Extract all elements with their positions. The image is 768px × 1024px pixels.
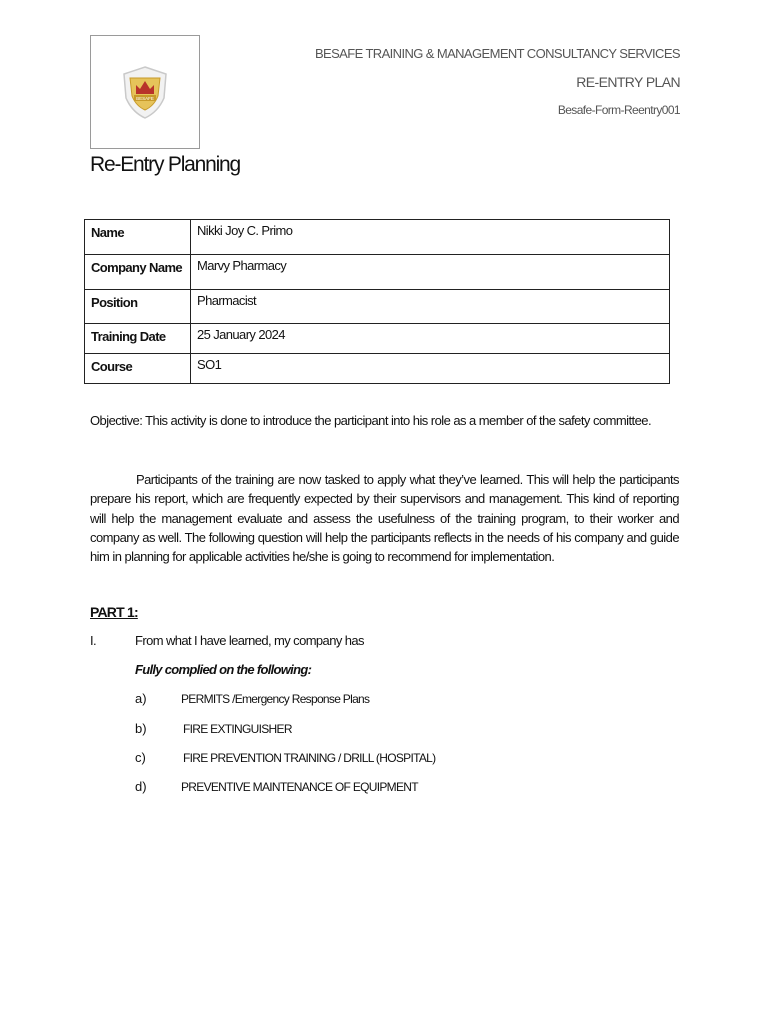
table-row: [85, 255, 670, 290]
course-value: SO1: [191, 354, 670, 384]
position-value: Pharmacist: [191, 290, 670, 324]
participant-info-table: [84, 219, 670, 384]
svg-text:BESAFE: BESAFE: [136, 96, 154, 101]
course-label: Course: [85, 354, 191, 384]
training-date-label: Training Date: [85, 324, 191, 354]
objective-text: Objective: This activity is done to introduce the participant into his role as a member of the safety committee.: [90, 413, 652, 428]
company-name-value: Marvy Pharmacy: [191, 255, 670, 290]
table-row: [85, 290, 670, 324]
logo-frame: [90, 35, 200, 149]
list-item: FIRE EXTINGUISHER: [183, 722, 292, 736]
name-label: Name: [85, 220, 191, 255]
table-row: [85, 354, 670, 384]
section-number: I.: [90, 633, 97, 648]
list-item-letter: a): [135, 691, 147, 706]
form-code: Besafe-Form-Reentry001: [557, 103, 680, 117]
part-heading: PART 1:: [90, 604, 138, 620]
list-item: FIRE PREVENTION TRAINING / DRILL (HOSPITAL): [183, 751, 436, 765]
list-item-letter: c): [135, 750, 146, 765]
document-title-header: RE-ENTRY PLAN: [576, 74, 680, 90]
besafe-shield-logo-icon: [118, 64, 172, 120]
list-item: PREVENTIVE MAINTENANCE OF EQUIPMENT: [181, 780, 418, 794]
list-item-letter: b): [135, 721, 147, 736]
instructions-paragraph: Participants of the training are now tasked to apply what they’ve learned. This will help the participants prepare his report, which are frequently expected by their supervisors and management. This kind of reporting will help the management evaluate and assess the usefulness of the training program, to their worker and company as well. The following question will help the participants reflects in the needs of his company and guide him in planning for applicable activities he/she is going to recommend for implementation.: [90, 472, 679, 565]
page-title: Re-Entry Planning: [90, 153, 241, 176]
name-value: Nikki Joy C. Primo: [191, 220, 670, 255]
position-label: Position: [85, 290, 191, 324]
table-row: [85, 324, 670, 354]
company-name-header: BESAFE TRAINING & MANAGEMENT CONSULTANCY SERVICES: [314, 46, 680, 61]
table-row: [85, 220, 670, 255]
section-intro: From what I have learned, my company has: [135, 633, 364, 648]
compliance-subheading: Fully complied on the following:: [135, 662, 312, 677]
list-item-letter: d): [135, 779, 147, 794]
list-item: PERMITS /Emergency Response Plans: [181, 692, 370, 706]
training-date-value: 25 January 2024: [191, 324, 670, 354]
company-name-label: Company Name: [85, 255, 191, 290]
